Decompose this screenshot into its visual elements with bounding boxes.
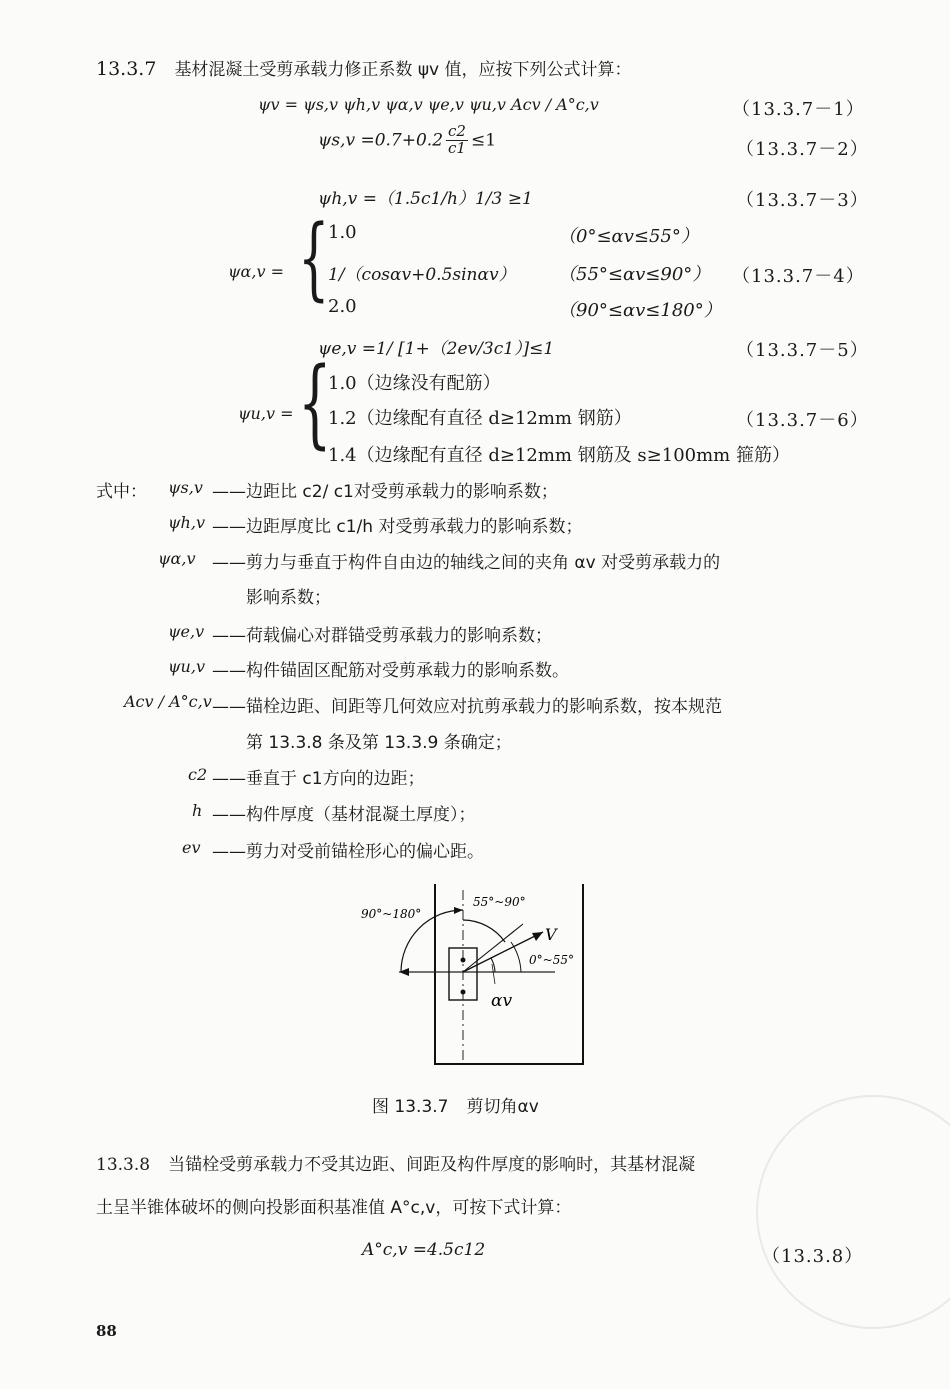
arc-55-90 [463,920,505,942]
eq4-case-3-value: 2.0 [328,296,357,317]
where-desc: ——垂直于 c1方向的边距； [212,769,425,789]
where-symbol: h [192,801,203,820]
where-desc: ——边距比 c2/ c1对受剪承载力的影响系数； [212,482,558,502]
eq2-numerator: c2 [448,122,466,140]
equation-number: （13.3.7－2） [736,139,869,160]
equation-13-3-7-2 [318,124,496,157]
where-symbol: ψe,v [168,622,205,641]
eq4-case-3-cond: （90°≤αv≤180°） [558,300,722,321]
where-desc-cont: 第 13.3.8 条及第 13.3.9 条确定； [246,733,512,753]
equation-number: （13.3.7－1） [732,99,865,120]
label-90-180: 90°~180° [361,907,422,921]
watermark-seal [756,1095,950,1329]
where-desc: ——剪力与垂直于构件自由边的轴线之间的夹角 αv 对受剪承载力的 [212,553,721,573]
eq2-lhs: ψs,v =0.7+0.2 [318,130,444,151]
eq4-case-1-cond: （0°≤αv≤55°） [558,226,699,247]
where-symbol: ψα,v [158,549,196,568]
equation-number: （13.3.7－6） [736,410,869,431]
where-symbol: ev [182,838,201,857]
eq2-fraction [446,124,468,157]
where-desc: ——锚栓边距、间距等几何效应对抗剪承载力的影响系数，按本规范 [212,697,722,717]
section-13-3-8-line-2: 土呈半锥体破坏的侧向投影面积基准值 A°c,v，可按下式计算： [96,1198,572,1218]
caption-text: 剪切角αv [466,1097,539,1117]
left-brace: { [298,347,332,459]
label-55-90: 55°~90° [473,895,526,909]
page-number: 88 [96,1322,117,1340]
caption-number: 图 13.3.7 [372,1097,449,1117]
eq6-case-3: 1.4（边缘配有直径 d≥12mm 钢筋及 s≥100mm 箍筋） [328,445,790,466]
arrow-head [454,907,463,914]
where-lead: 式中： [96,482,147,502]
where-symbol: ψu,v [168,657,205,676]
anchor-bolt [461,958,466,963]
eq4-case-2-value: 1/（cosαv+0.5sinαv） [328,265,516,285]
equation-number: （13.3.7－5） [736,340,869,361]
equation-number: （13.3.7－3） [736,190,869,211]
eq4-case-1-value: 1.0 [328,222,357,243]
section-13-3-7 [96,55,632,80]
anchor-bolt [461,990,466,995]
equation-13-3-7-3: ψh,v =（1.5c1/h）1/3 ≥1 [318,189,533,209]
where-desc: ——荷载偏心对群锚受剪承载力的影响系数； [212,626,552,646]
equation-number: （13.3.8） [762,1246,864,1267]
where-desc: ——边距厚度比 c1/h 对受剪承载力的影响系数； [212,517,583,537]
where-symbol: c2 [188,765,208,784]
left-brace: { [298,206,330,311]
equation-13-3-7-5: ψe,v =1/ [1+（2ev/3c1）]≤1 [318,339,555,359]
where-symbol: ψh,v [168,513,205,532]
eq2-rhs: ≤1 [470,130,497,151]
section-13-3-8-line-1 [96,1150,695,1175]
eq6-case-2: 1.2（边缘配有直径 d≥12mm 钢筋） [328,408,632,429]
where-desc: ——构件厚度（基材混凝土厚度）； [212,805,476,825]
label-0-55: 0°~55° [529,953,574,967]
label-alpha: αv [491,991,513,1011]
eq4-case-2-cond: （55°≤αv≤90°） [558,264,711,285]
where-desc-cont: 影响系数； [246,588,331,608]
equation-13-3-7-1: ψv = ψs,v ψh,v ψα,v ψe,v ψu,v Acv / A°c,v [258,95,599,114]
section-number: 13.3.8 [96,1155,151,1175]
eq6-case-1: 1.0（边缘没有配筋） [328,373,501,394]
section-text: 基材混凝土受剪承载力修正系数 ψv 值，应按下列公式计算： [174,60,632,80]
equation-13-3-8: A°c,v =4.5c12 [362,1240,486,1260]
where-desc: ——构件锚固区配筋对受剪承载力的影响系数。 [212,661,569,681]
where-symbol: ψs,v [168,478,203,497]
where-desc: ——剪力对受前锚栓形心的偏心距。 [212,842,484,862]
equation-13-3-7-6-lhs: ψu,v = [238,404,294,423]
eq2-denominator: c1 [448,138,466,157]
equation-number: （13.3.7－4） [732,266,865,287]
section-number: 13.3.7 [96,58,157,80]
where-symbol: Acv / A°c,v [124,692,212,711]
label-V: V [545,925,557,944]
shear-angle-figure [355,880,600,1070]
figure-caption [372,1092,539,1117]
section-text: 当锚栓受剪承载力不受其边距、间距及构件厚度的影响时，其基材混凝 [168,1155,696,1175]
equation-13-3-7-4-lhs: ψα,v = [228,262,284,281]
